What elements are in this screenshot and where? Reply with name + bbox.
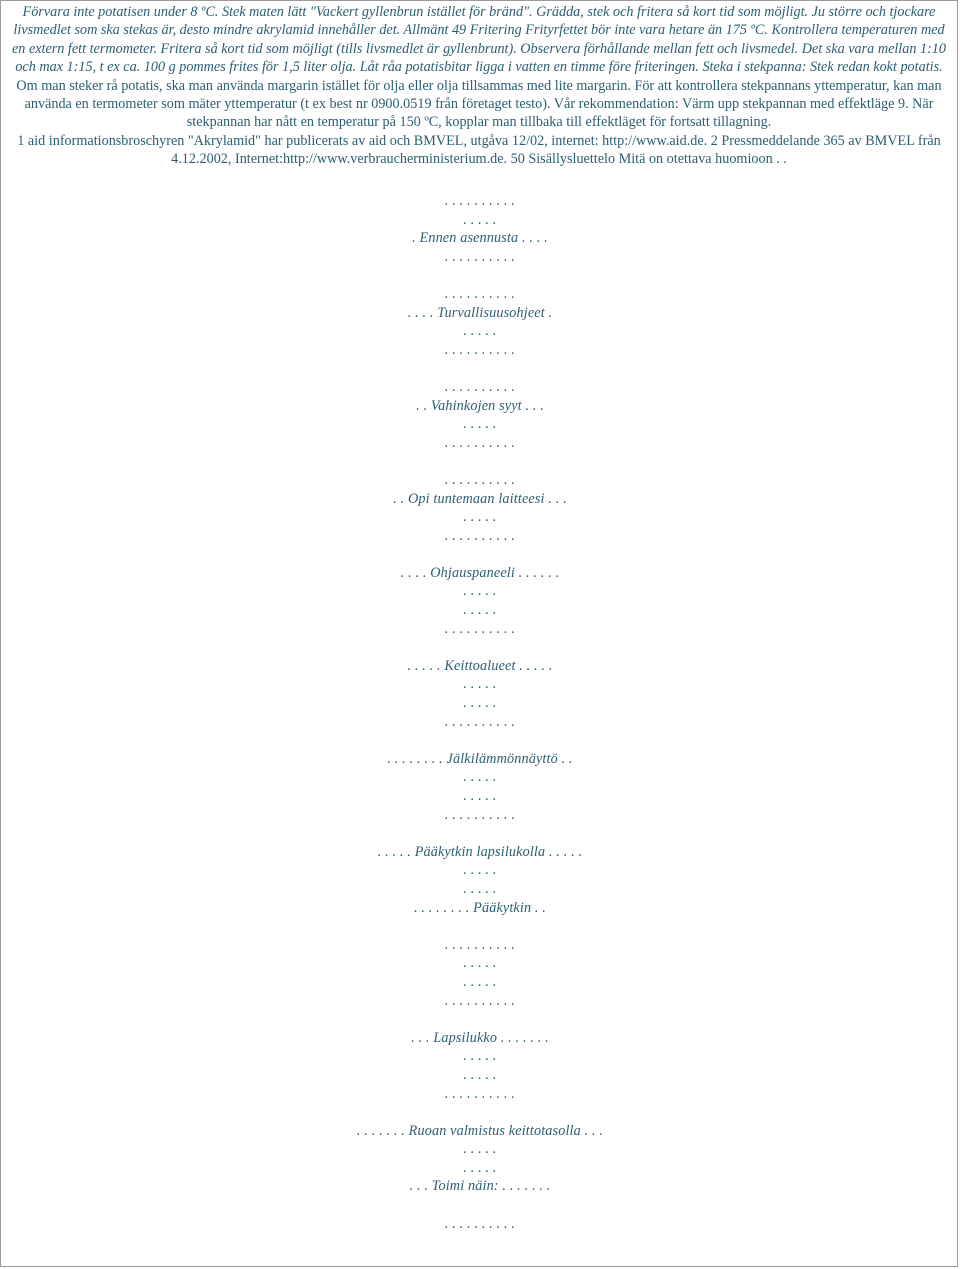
toc-line: . . . . . [463, 509, 497, 526]
toc-line: . . . . . . . . . . [444, 471, 516, 488]
toc-line: . . . . . [463, 1159, 497, 1176]
toc-line: . . . . . . . . . . [444, 806, 516, 823]
frying-paragraph: Förvara inte potatisen under 8 ºC. Stek maten lätt "Vackert gyllenbrun istället för bränd". Grädda, stek och fritera så kort tid som möjligt. Ju större och tjockare livsmedlet som ska stekas är, desto mindre akrylamid innehåller det. Allmänt 49 Fritering Frityrfettet bör inte vara hetare än 175 ºC. Kontrollera temperaturen med en extern fett termometer. Fritera så kort tid som möjligt (tills livsmedlet är gyllenbrunt). Observera förhållande mellan fett och livsmedel. Det ska vara mellan 1:10 och max 1:15, t ex ca. 100 g pommes frites för 1,5 liter olja. Låt råa potatisbitar ligga i vatten en timme före friteringen. Steka i stekpanna: Stek redan kokt potatis. [12, 4, 946, 76]
toc-line: . . . . Turvallisuusohjeet . [407, 304, 553, 321]
toc-line: . . . Toimi näin: . . . . . . . [409, 1178, 551, 1195]
toc-line: . . . . . . . . Jälkilämmönnäyttö . . [387, 750, 573, 767]
toc-line: . . Vahinkojen syyt . . . [416, 397, 544, 414]
toc-line: . . . . . . . . . . [444, 527, 516, 544]
toc-line: . . . . . [463, 1048, 497, 1065]
toc-line: . . . . . . . . . . [444, 341, 516, 358]
toc-line: . . . . . [463, 211, 497, 228]
table-of-contents [1, 192, 959, 1233]
toc-line: . . . . . [463, 788, 497, 804]
toc-line: . . . . . [463, 769, 497, 786]
toc-line: . . . . . [463, 1066, 497, 1083]
toc-line: . . . . Ohjauspaneeli . . . . . . [400, 564, 560, 581]
toc-line: . . . . . [463, 583, 497, 600]
toc-line: . . . . . [463, 862, 497, 879]
toc-line: . . . . . Keittoalueet . . . . . [407, 657, 553, 674]
toc-line: . . Opi tuntemaan laitteesi . . . [393, 490, 567, 507]
toc-line: . . . . . [463, 416, 497, 433]
toc-line: . . . . . [463, 880, 497, 897]
toc-line: . . . . . . . . . . [444, 713, 516, 730]
toc-line: . . . . . [463, 323, 497, 340]
toc-line: . . . . . Pääkytkin lapsilukolla . . . . . [377, 843, 583, 860]
toc-line: . . . . . [463, 973, 497, 990]
toc-line: . . . . . . . . . . [444, 285, 516, 302]
toc-line: . . . . . . . . . . [444, 378, 516, 395]
toc-line: . . . . . [463, 602, 497, 619]
toc-line: . . . . . [463, 695, 497, 712]
toc-line: . . . . . [463, 676, 497, 693]
toc-line: . . . . . . . . . . [444, 620, 516, 637]
pan-paragraph: Om man steker rå potatis, ska man använda margarin istället för olja eller olja tillsammas med lite margarin. För att kontrollera stekpannans yttemperatur, kan man använda en termometer som mäter yttemperatur (t ex best nr 0900.0519 från företaget testo). Vår rekommendation: Värm upp stekpannan med effektläge 9. När stekpannan har nått en temperatur på 150 ºC, kopplar man tillbaka till effektläget för fortsatt tillagning. [16, 77, 942, 131]
toc-line: . . . Lapsilukko . . . . . . . [411, 1029, 549, 1046]
toc-line: . . . . . . . . . . [444, 1215, 516, 1232]
toc-line: . . . . . . . . . . [444, 1085, 516, 1102]
toc-line: . . . . . . . . . . [444, 248, 516, 265]
toc-line: . . . . . . . . . . [444, 434, 516, 451]
toc-line: . . . . . . . . . . [444, 193, 516, 209]
toc-line: . . . . . . . . Pääkytkin . . [413, 899, 546, 916]
toc-line: . Ennen asennusta . . . . [412, 230, 548, 247]
toc-line: . . . . . . . Ruoan valmistus keittotasolla . . . [356, 1122, 604, 1139]
footnote-paragraph: 1 aid informationsbroschyren "Akrylamid" har publicerats av aid och BMVEL, utgåva 12/02, internet: http://www.aid.de. 2 Pressmeddelande 365 av BMVEL från 4.12.2002, Internet:http://www.verbraucherministerium.de. 50 Sisällysluettelo Mitä on otettava huomioon . . [17, 132, 941, 168]
toc-line: . . . . . [463, 1141, 497, 1158]
toc-line: . . . . . . . . . . [444, 992, 516, 1009]
document-header [1, 1, 957, 169]
toc-line: . . . . . [463, 955, 497, 972]
toc-line: . . . . . . . . . . [444, 936, 516, 953]
